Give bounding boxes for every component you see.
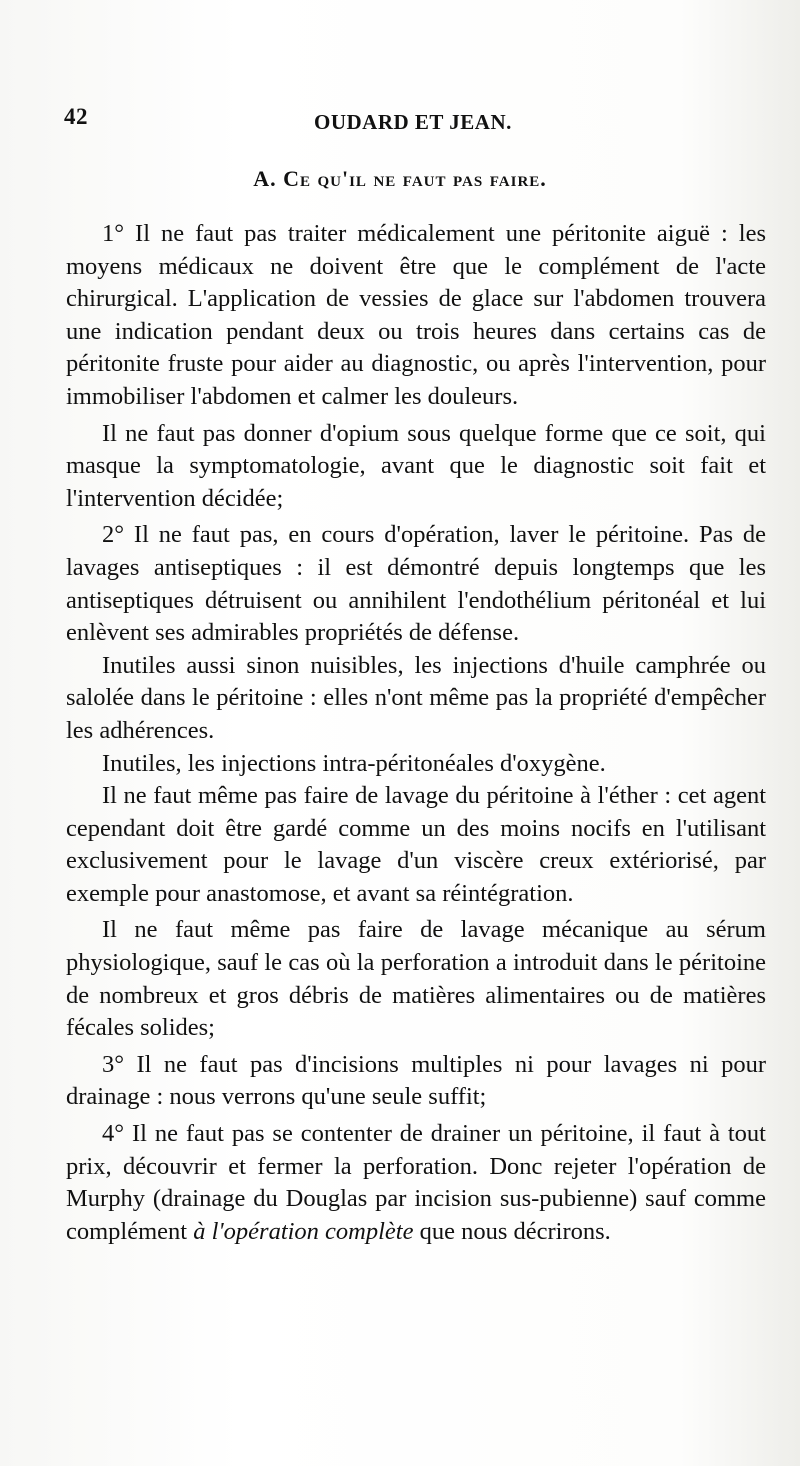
- section-title: A. Ce qu'il ne faut pas faire.: [253, 166, 547, 191]
- page-number: 42: [64, 104, 88, 129]
- paragraph-6: Il ne faut même pas faire de lavage du péritoine à l'éther : cet agent cependant doit être gardé comme un des moins nocifs en l'utilisant exclusivement pour le lavage d'un viscère creux extériorisé, par exemple pour anastomose, et avant sa réintégration.: [66, 782, 766, 907]
- paragraph-9: [66, 1118, 766, 1248]
- paragraph-2: Il ne faut pas donner d'opium sous quelque forme que ce soit, qui masque la symptomatologie, avant que le diagnostic soit fait et l'intervention décidée;: [66, 419, 766, 512]
- paragraph-3: 2° Il ne faut pas, en cours d'opération, laver le péritoine. Pas de lavages antiseptiques : il est démontré depuis longtemps que les antiseptiques détruisent ou annihilent l'endothélium péritonéal et lui enlèvent ses admirables propriétés de défense.: [66, 521, 766, 647]
- page-header: [64, 104, 760, 144]
- paragraph-8: 3° Il ne faut pas d'incisions multiples ni pour lavages ni pour drainage : nous verrons qu'une seule suffit;: [66, 1050, 766, 1111]
- paragraph-5: Inutiles, les injections intra-péritonéales d'oxygène.: [102, 749, 606, 777]
- body-text: [66, 218, 766, 1248]
- paragraph-9-italic: à l'opération complète: [193, 1217, 414, 1245]
- paragraph-1: 1° Il ne faut pas traiter médicalement une péritonite aiguë : les moyens médicaux ne doivent être que le complément de l'acte chirurgical. L'application de vessies de glace sur l'abdomen trouvera une indication pendant deux ou trois heures dans certains cas de péritonite fruste pour aider au diagnostic, ou après l'intervention, pour immobiliser l'abdomen et calmer les douleurs.: [66, 220, 766, 410]
- paragraph-7: Il ne faut même pas faire de lavage mécanique au sérum physiologique, sauf le cas où la perforation a introduit dans le péritoine de nombreux et gros débris de matières alimentaires ou de matières fécales solides;: [66, 916, 766, 1042]
- paragraph-4: Inutiles aussi sinon nuisibles, les injections d'huile camphrée ou salolée dans le péritoine : elles n'ont même pas la propriété d'empêcher les adhérences.: [66, 651, 766, 744]
- paragraph-9-tail: que nous décrirons.: [413, 1217, 611, 1245]
- running-head: OUDARD ET JEAN.: [314, 110, 512, 134]
- paragraph-9-text: 4° Il ne faut pas se contenter de drainer un péritoine, il faut à tout prix, découvrir et fermer la perforation. Donc rejeter l'opération de Murphy (drainage du Douglas par incision sus-pubienne) sauf comme complément: [66, 1120, 766, 1245]
